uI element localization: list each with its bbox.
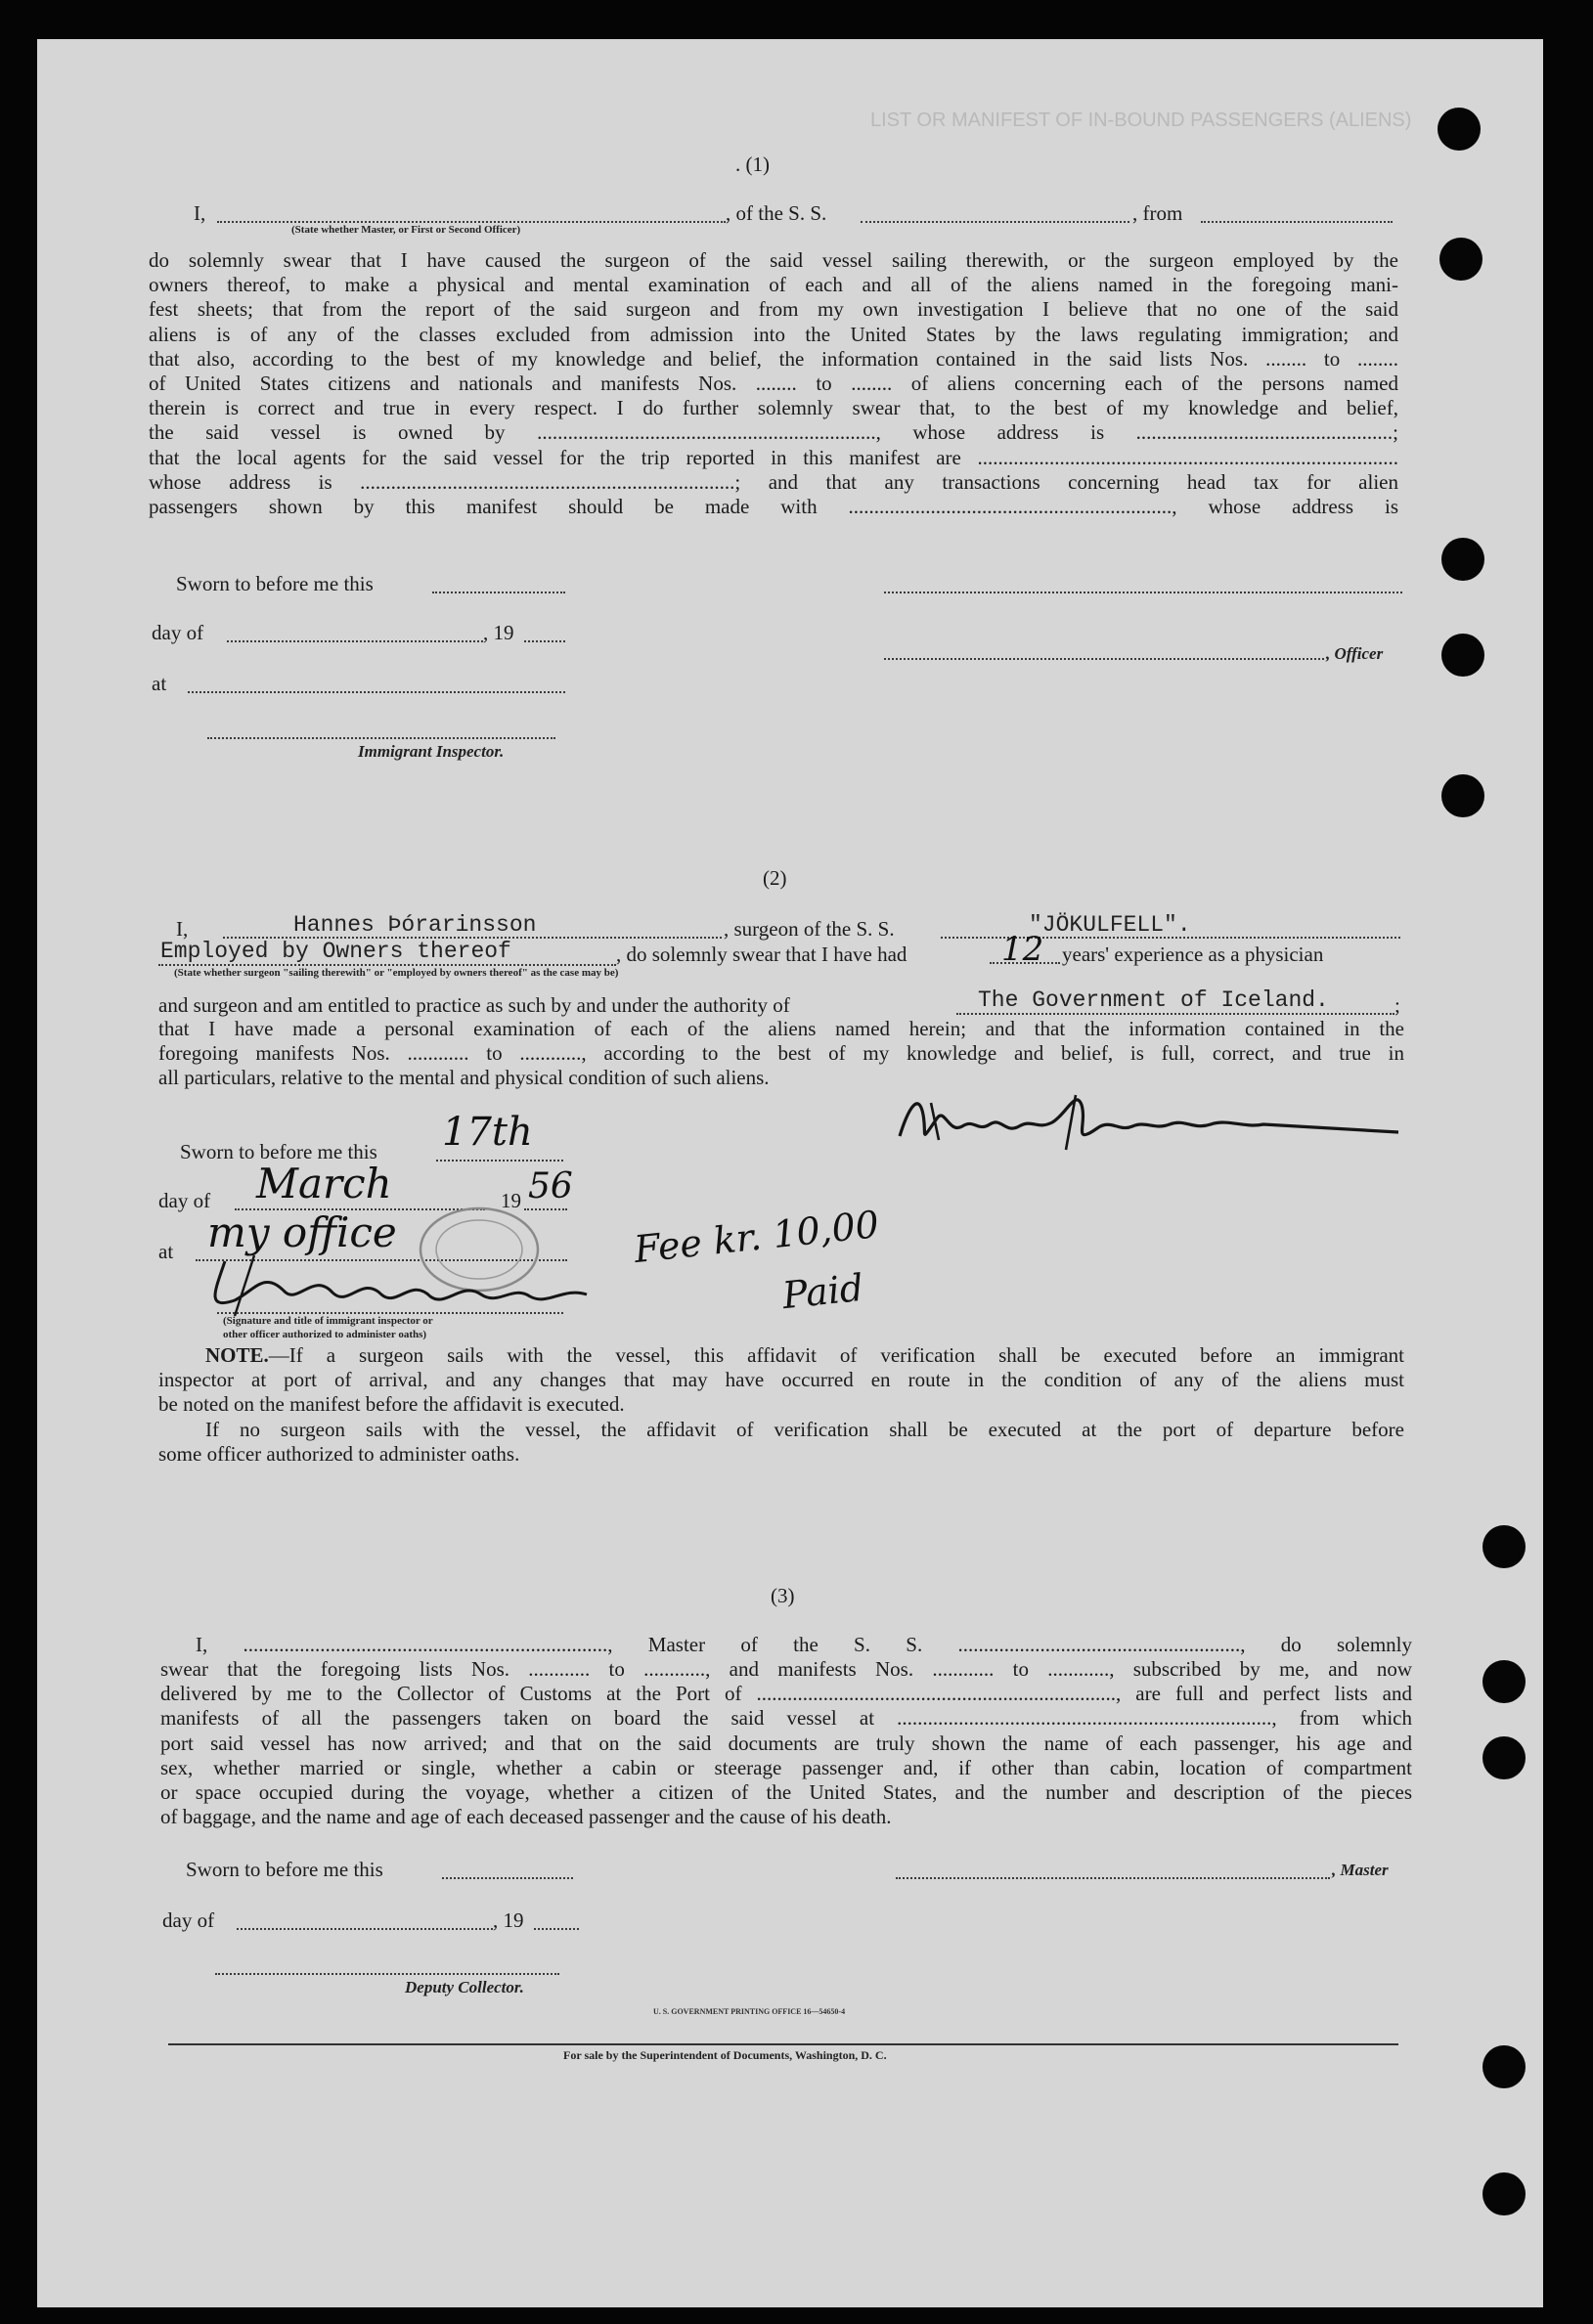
sworn-day-field[interactable] bbox=[436, 1160, 563, 1162]
surgeon-signature bbox=[880, 1075, 1408, 1154]
punch-hole bbox=[1438, 108, 1481, 151]
day-of-label: day of bbox=[162, 1908, 215, 1932]
day-of-field[interactable] bbox=[227, 640, 483, 642]
punch-hole bbox=[1441, 774, 1484, 817]
punch-hole bbox=[1482, 2045, 1526, 2088]
text-line: the said vessel is owned by .................................................................., whose address is ..................................................; bbox=[149, 420, 1398, 445]
day-of-label: day of bbox=[152, 621, 204, 644]
at-label: at bbox=[158, 1240, 174, 1263]
deputy-collector-label: Deputy Collector. bbox=[405, 1978, 524, 1996]
section-1-body bbox=[149, 248, 1398, 519]
sworn-label: Sworn to before me this bbox=[186, 1858, 383, 1881]
day-of-label: day of bbox=[158, 1189, 211, 1212]
text-line: of baggage, and the name and age of each deceased passenger and the cause of his death. bbox=[160, 1805, 892, 1829]
place-handwritten: my office bbox=[207, 1208, 397, 1256]
punch-hole bbox=[1439, 238, 1482, 281]
at-field[interactable] bbox=[188, 691, 565, 693]
text-line: whose address is .........................................................................; and that any transactions concerning head tax for alien bbox=[149, 469, 1398, 494]
text-line: passengers shown by this manifest should be made with ..............................................................., whose address is bbox=[149, 494, 1398, 518]
authority-name: The Government of Iceland. bbox=[978, 987, 1329, 1013]
punch-hole bbox=[1482, 1660, 1526, 1703]
inspector-signature bbox=[196, 1251, 606, 1320]
punch-hole bbox=[1482, 1736, 1526, 1779]
vessel-name-field[interactable] bbox=[861, 221, 1129, 223]
immigrant-inspector-label: Immigrant Inspector. bbox=[358, 742, 505, 761]
authority-field[interactable] bbox=[956, 1013, 1394, 1015]
text-line: port said vessel has now arrived; and that on the said documents are truly shown the name of each passenger, his age and bbox=[160, 1731, 1412, 1755]
sworn-label: Sworn to before me this bbox=[176, 572, 374, 595]
text-line: manifests of all the passengers taken on board the said vessel at ........................................................................., from which bbox=[160, 1706, 1412, 1731]
punch-hole bbox=[1482, 2172, 1526, 2215]
state-hint: (State whether Master, or First or Second Officer) bbox=[291, 224, 521, 236]
year-label: , 19 bbox=[493, 1908, 524, 1932]
surgeon-name: Hannes Þórarinsson bbox=[293, 912, 537, 938]
note-line: inspector at port of arrival, and any changes that may have occurred en route in the condition of any of the aliens must bbox=[158, 1368, 1404, 1392]
month-handwritten: March bbox=[256, 1160, 392, 1207]
text-line: all particulars, relative to the mental and physical condition of such aliens. bbox=[158, 1066, 770, 1090]
year-field[interactable] bbox=[524, 640, 565, 642]
employment-field[interactable] bbox=[158, 964, 616, 966]
experience-label: years' experience as a physician bbox=[1062, 943, 1324, 966]
sworn-label: Sworn to before me this bbox=[180, 1140, 377, 1163]
section-3-body bbox=[196, 1633, 1412, 1657]
text-line: that the local agents for the said vessel for the trip reported in this manifest are .................................................................................. bbox=[149, 445, 1398, 469]
master-label: , Master bbox=[1332, 1861, 1389, 1879]
section-3-body bbox=[160, 1657, 1412, 1829]
fee-notation: Fee kr. 10,00 bbox=[632, 1202, 881, 1272]
day-of-field[interactable] bbox=[237, 1928, 493, 1930]
note-text: —If a surgeon sails with the vessel, this affidavit of verification shall be executed before an immigrant bbox=[268, 1343, 1404, 1367]
surgeon-of-label: , surgeon of the S. S. bbox=[724, 917, 895, 941]
master-signature-field[interactable] bbox=[896, 1877, 1330, 1879]
note-line bbox=[158, 1343, 1404, 1368]
text-line: that also, according to the best of my knowledge and belief, the information contained in the said lists Nos. ........ to ........ bbox=[149, 346, 1398, 371]
employment-hint: (State whether surgeon "sailing therewith" or "employed by owners thereof" as the case may be) bbox=[174, 967, 619, 979]
signature-caption: other officer authorized to administer oaths) bbox=[223, 1329, 427, 1340]
vessel-name: "JÖKULFELL". bbox=[1029, 912, 1191, 938]
year-prefix: 19 bbox=[501, 1189, 521, 1212]
semicolon: ; bbox=[1394, 993, 1400, 1017]
i-label: I, bbox=[194, 201, 206, 225]
from-port-field[interactable] bbox=[1201, 221, 1393, 223]
text-line: owners thereof, to make a physical and mental examination of each and all of the aliens named in the foregoing mani- bbox=[149, 273, 1398, 297]
text-line: therein is correct and true in every respect. I do further solemnly swear that, to the best of my knowledge and belief, bbox=[149, 396, 1398, 420]
section-1-number: . (1) bbox=[735, 153, 770, 176]
punch-hole bbox=[1441, 634, 1484, 677]
text-line: foregoing manifests Nos. ............ to ............, according to the best of my knowledge and belief, is full, correct, and true in bbox=[158, 1041, 1404, 1066]
officer-label: , Officer bbox=[1326, 644, 1384, 663]
note-line: If no surgeon sails with the vessel, the affidavit of verification shall be executed at the port of departure before bbox=[205, 1417, 1404, 1441]
section-3-number: (3) bbox=[771, 1584, 795, 1607]
punch-hole bbox=[1441, 538, 1484, 581]
bleed-through-banner: LIST OR MANIFEST OF IN-BOUND PASSENGERS (ALIENS) bbox=[870, 110, 1412, 131]
years-handwritten: 12 bbox=[1001, 930, 1044, 969]
employed-by: Employed by Owners thereof bbox=[160, 939, 511, 964]
year-field[interactable] bbox=[534, 1928, 579, 1930]
punch-hole bbox=[1482, 1525, 1526, 1568]
text-line: do solemnly swear that I have caused the surgeon of the said vessel sailing therewith, or the surgeon employed by the bbox=[149, 248, 1398, 272]
signature-caption: (Signature and title of immigrant inspector or bbox=[223, 1315, 433, 1327]
footer-rule bbox=[168, 2043, 1398, 2045]
sworn-day-field[interactable] bbox=[442, 1877, 573, 1879]
text-line: that I have made a personal examination of each of the aliens named herein; and that the information contained in the bbox=[158, 1017, 1404, 1040]
text-line: aliens is of any of the classes excluded from admission into the United States by the laws regulating immigration; and bbox=[149, 322, 1398, 346]
paid-notation: Paid bbox=[779, 1265, 866, 1318]
from-label: , from bbox=[1132, 201, 1183, 225]
text-line: I, ......................................................................., Master of the S. S. ......................................................., do solemnly bbox=[196, 1633, 1412, 1656]
inspector-signature-field[interactable] bbox=[207, 737, 555, 739]
note-line: some officer authorized to administer oaths. bbox=[158, 1441, 520, 1466]
note-label: NOTE. bbox=[205, 1343, 269, 1367]
note-block bbox=[158, 1343, 1404, 1467]
i-label: I, bbox=[176, 917, 189, 941]
swear-had-label: , do solemnly swear that I have had bbox=[616, 943, 907, 966]
text-line: fest sheets; that from the report of the said surgeon and from my own investigation I believe that no one of the said bbox=[149, 297, 1398, 322]
text-line: swear that the foregoing lists Nos. ............ to ............, and manifests Nos. ............ to ............, subscribed by me, and now bbox=[160, 1657, 1412, 1681]
for-sale-note: For sale by the Superintendent of Documents, Washington, D. C. bbox=[563, 2048, 887, 2062]
text-line: or space occupied during the voyage, whether a citizen of the United States, and the number and description of the pieces bbox=[160, 1779, 1412, 1804]
text-line: sex, whether married or single, whether a cabin or steerage passenger and, if other than cabin, location of compartment bbox=[160, 1755, 1412, 1779]
text-line: of United States citizens and nationals and manifests Nos. ........ to ........ of aliens concerning each of the persons named bbox=[149, 371, 1398, 395]
officer-name-field[interactable] bbox=[217, 221, 726, 223]
sworn-day-handwritten: 17th bbox=[442, 1110, 533, 1155]
signature-line[interactable] bbox=[217, 1312, 563, 1314]
year-handwritten: 56 bbox=[528, 1166, 573, 1206]
of-ss-label: , of the S. S. bbox=[726, 201, 827, 225]
at-label: at bbox=[152, 672, 167, 695]
note-line: be noted on the manifest before the affidavit is executed. bbox=[158, 1392, 625, 1417]
text-line: delivered by me to the Collector of Customs at the Port of ......................................................................, are full and perfect lists and bbox=[160, 1682, 1412, 1706]
deputy-signature-field[interactable] bbox=[215, 1973, 559, 1975]
authority-label: and surgeon and am entitled to practice as such by and under the authority of bbox=[158, 993, 790, 1017]
section-2-number: (2) bbox=[763, 866, 787, 890]
gpo-imprint: U. S. GOVERNMENT PRINTING OFFICE 16—54650-4 bbox=[653, 2007, 846, 2016]
year-label: , 19 bbox=[483, 621, 514, 644]
officer-title-field[interactable] bbox=[884, 658, 1324, 660]
officer-signature-field[interactable] bbox=[884, 592, 1402, 593]
sworn-day-field[interactable] bbox=[432, 592, 565, 593]
